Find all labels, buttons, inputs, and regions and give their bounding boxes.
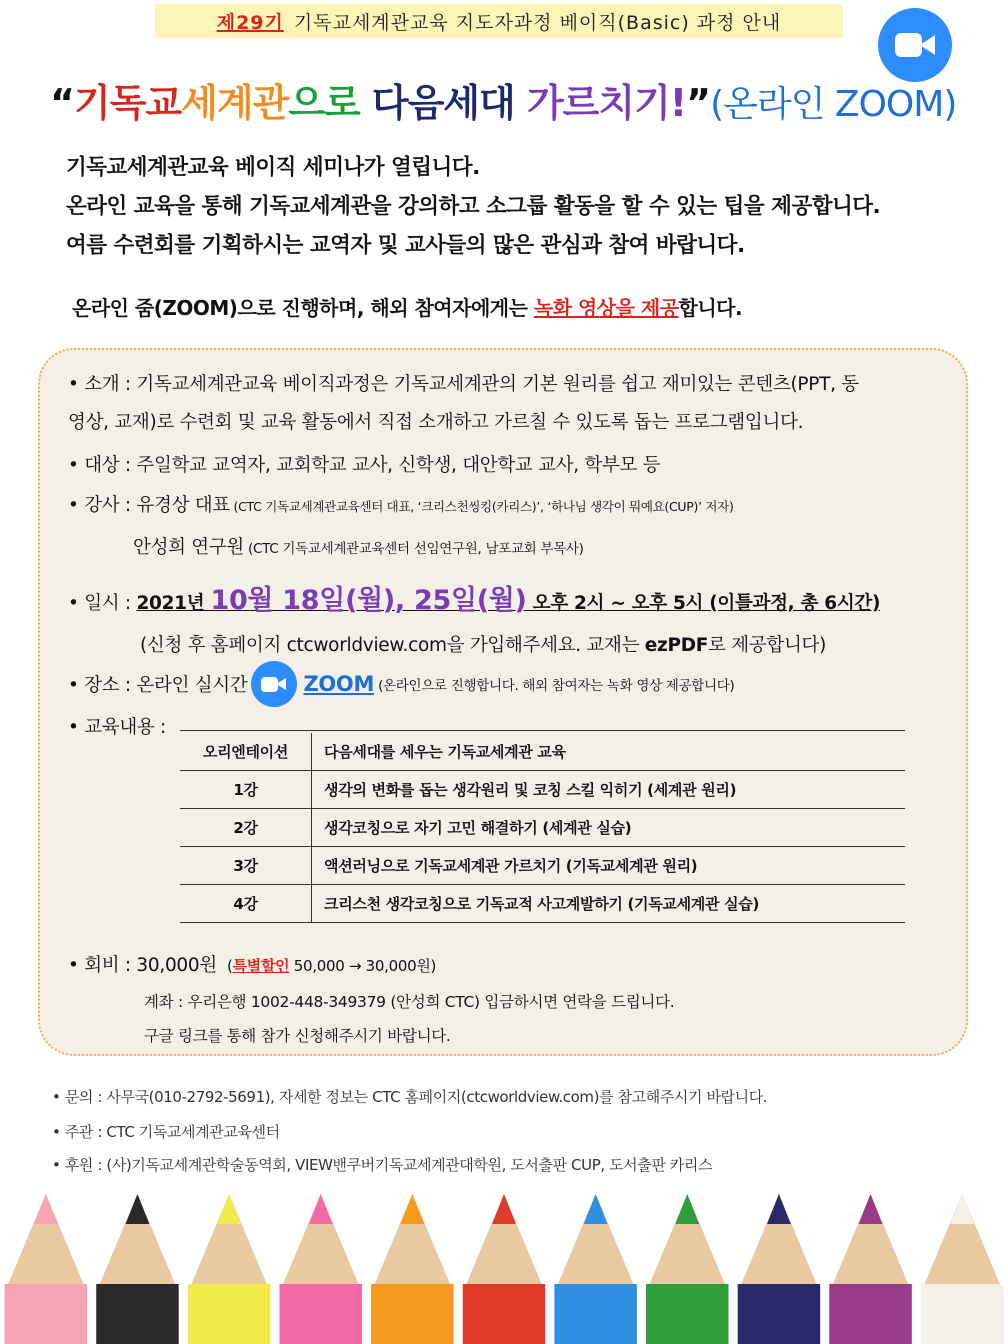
signup-text: (신청 후 홈페이지 ctcworldview.com을 가입해주세요. 교재는 — [140, 635, 645, 656]
pencil — [554, 1194, 636, 1344]
place-line — [68, 661, 734, 707]
pencil-image — [0, 1166, 1008, 1344]
signup-ezpdf: ezPDF — [644, 635, 709, 656]
footer-host: • 주관 : CTC 기독교세계관교육센터 — [52, 1123, 280, 1141]
date-year: 2021년 — [136, 593, 211, 614]
curriculum-label: 4강 — [180, 885, 312, 923]
date-label: • 일시 : — [68, 593, 137, 614]
headline-word-3: 으로 — [288, 81, 360, 125]
account-line: 계좌 : 우리은행 1002-448-349379 (안성희 CTC) 입금하시면 연락을 드립니다. — [144, 993, 675, 1011]
pencil — [371, 1194, 453, 1344]
curriculum-label: 오리엔테이션 — [180, 733, 312, 771]
fee-discount: 특별할인 — [232, 957, 290, 975]
curriculum-content: 다음세대를 세우는 기독교세계관 교육 — [312, 733, 906, 771]
date-days: 10월 18일(월), 25일(월) — [210, 585, 527, 616]
notice-pre: 온라인 줌(ZOOM)으로 진행하며, 해외 참여자에게는 — [72, 296, 534, 320]
pencil — [646, 1194, 728, 1344]
headline-word-2: 세계관 — [181, 81, 289, 125]
place-content — [68, 661, 734, 707]
zoom-camera-icon — [895, 31, 935, 59]
table-row — [180, 809, 905, 847]
date-line — [68, 578, 880, 617]
notice-highlight: 녹화 영상을 제공 — [533, 296, 679, 320]
curriculum-label: 2강 — [180, 809, 312, 847]
intro-line: 온라인 교육을 통해 기독교세계관을 강의하고 소그룹 활동을 할 수 있는 팁을 제공합니다. — [66, 194, 881, 219]
intro-desc-line-2: 영상, 교재)로 수련회 및 교육 활동에서 직접 소개하고 가르칠 수 있도록 돕는 프로그램입니다. — [68, 412, 804, 433]
zoom-camera-icon — [261, 675, 287, 693]
pencil — [279, 1194, 361, 1344]
banner-title: 기독교세계관교육 지도자과정 베이직(Basic) 과정 안내 — [293, 11, 782, 34]
headline-quote-open: “ — [50, 81, 74, 125]
intro-line: 기독교세계관교육 베이직 세미나가 열립니다. — [66, 155, 480, 180]
headline-word-1: 기독교 — [73, 81, 182, 125]
curriculum-content: 생각코칭으로 자기 고민 해결하기 (세계관 실습) — [312, 809, 906, 847]
place-note: (온라인으로 진행합니다. 해외 참여자는 녹화 영상 제공합니다) — [378, 678, 735, 694]
curriculum-table — [180, 733, 905, 923]
lecturer-1-name: 유경상 대표 — [136, 495, 230, 516]
zoom-word: ZOOM — [303, 672, 375, 696]
curriculum-label: 3강 — [180, 847, 312, 885]
pencil — [188, 1194, 270, 1344]
curriculum-content: 액션러닝으로 기독교세계관 가르치기 (기독교세계관 원리) — [312, 847, 906, 885]
intro-desc-line-1: • 소개 : 기독교세계관교육 베이직과정은 기독교세계관의 기본 원리를 쉽고 재미있는 콘텐츠(PPT, 동 — [68, 374, 859, 395]
target-line: • 대상 : 주일학교 교역자, 교회학교 교사, 신학생, 대안학교 교사, 학부모 등 — [68, 455, 661, 476]
lecturer-1-desc: (CTC 기독교세계관교육센터 대표, ‘크리스천씽킹(카리스)’, ‘하나님 생각이 뭐예요(CUP)’ 저자) — [229, 499, 734, 514]
footer-inquiry: • 문의 : 사무국(010-2792-5691), 자세한 정보는 CTC 홈페이지(ctcworldview.com)를 참고해주시기 바랍니다. — [52, 1088, 768, 1106]
headline-word-4: 다음세대 — [359, 81, 527, 125]
curriculum-content: 생각의 변화를 돕는 생각원리 및 코칭 스킬 익히기 (세계관 원리) — [312, 771, 906, 809]
signup-line — [140, 631, 826, 657]
lecturer-2-name: 안성희 연구원 — [133, 537, 245, 558]
pencil — [463, 1194, 545, 1344]
headline-word-6: (온라인 ZOOM) — [710, 84, 957, 125]
lecturer-line-1 — [68, 491, 734, 517]
lecturer-2-desc: (CTC 기독교세계관교육센터 선임연구원, 남포교회 부목사) — [244, 541, 584, 557]
pencil — [921, 1194, 1003, 1344]
signup-end: 로 제공합니다) — [708, 635, 827, 656]
fee-discount-detail: 50,000 → 30,000원) — [289, 957, 437, 975]
fee-line — [68, 951, 436, 977]
headline — [50, 72, 980, 127]
pencil — [738, 1194, 820, 1344]
intro-text — [66, 148, 991, 265]
table-row — [180, 733, 905, 771]
headline-word-5: 가르치기! — [526, 81, 687, 125]
google-line: 구글 링크를 통해 참가 신청해주시기 바랍니다. — [144, 1027, 451, 1045]
pencil — [96, 1194, 178, 1344]
intro-line: 여름 수련회를 기획하시는 교역자 및 교사들의 많은 관심과 참여 바랍니다. — [66, 233, 745, 258]
zoom-inline-logo — [251, 661, 297, 707]
date-value — [136, 585, 881, 616]
table-row — [180, 847, 905, 885]
date-time: 오후 2시 ~ 오후 5시 (이틀과정, 총 6시간) — [526, 593, 881, 614]
table-row — [180, 771, 905, 809]
headline-quote-close: ” — [686, 81, 711, 125]
place-label: • 장소 : 온라인 실시간 — [68, 675, 248, 696]
pencil — [829, 1194, 911, 1344]
fee-discount-group — [223, 957, 437, 975]
notice-post: 합니다. — [678, 296, 743, 320]
edu-divider — [180, 730, 905, 731]
edition-label: 제29기 — [216, 11, 284, 34]
zoom-notice — [72, 292, 742, 321]
fee-paren: ( — [227, 957, 233, 975]
curriculum-content: 크리스천 생각코칭으로 기독교적 사고계발하기 (기독교세계관 실습) — [312, 885, 906, 923]
table-row — [180, 885, 905, 923]
curriculum-label: 1강 — [180, 771, 312, 809]
lecturer-label: • 강사 : — [68, 495, 137, 516]
edu-label: • 교육내용 : — [68, 717, 166, 738]
zoom-logo — [878, 8, 952, 82]
pencil — [5, 1194, 87, 1344]
footer-sponsor: • 후원 : (사)기독교세계관학술동역회, VIEW밴쿠버기독교세계관대학원, 도서출판 CUP, 도서출판 카리스 — [52, 1156, 713, 1174]
lecturer-line-2 — [133, 533, 584, 559]
fee-label: • 회비 : 30,000원 — [68, 955, 217, 976]
top-banner — [155, 4, 843, 38]
